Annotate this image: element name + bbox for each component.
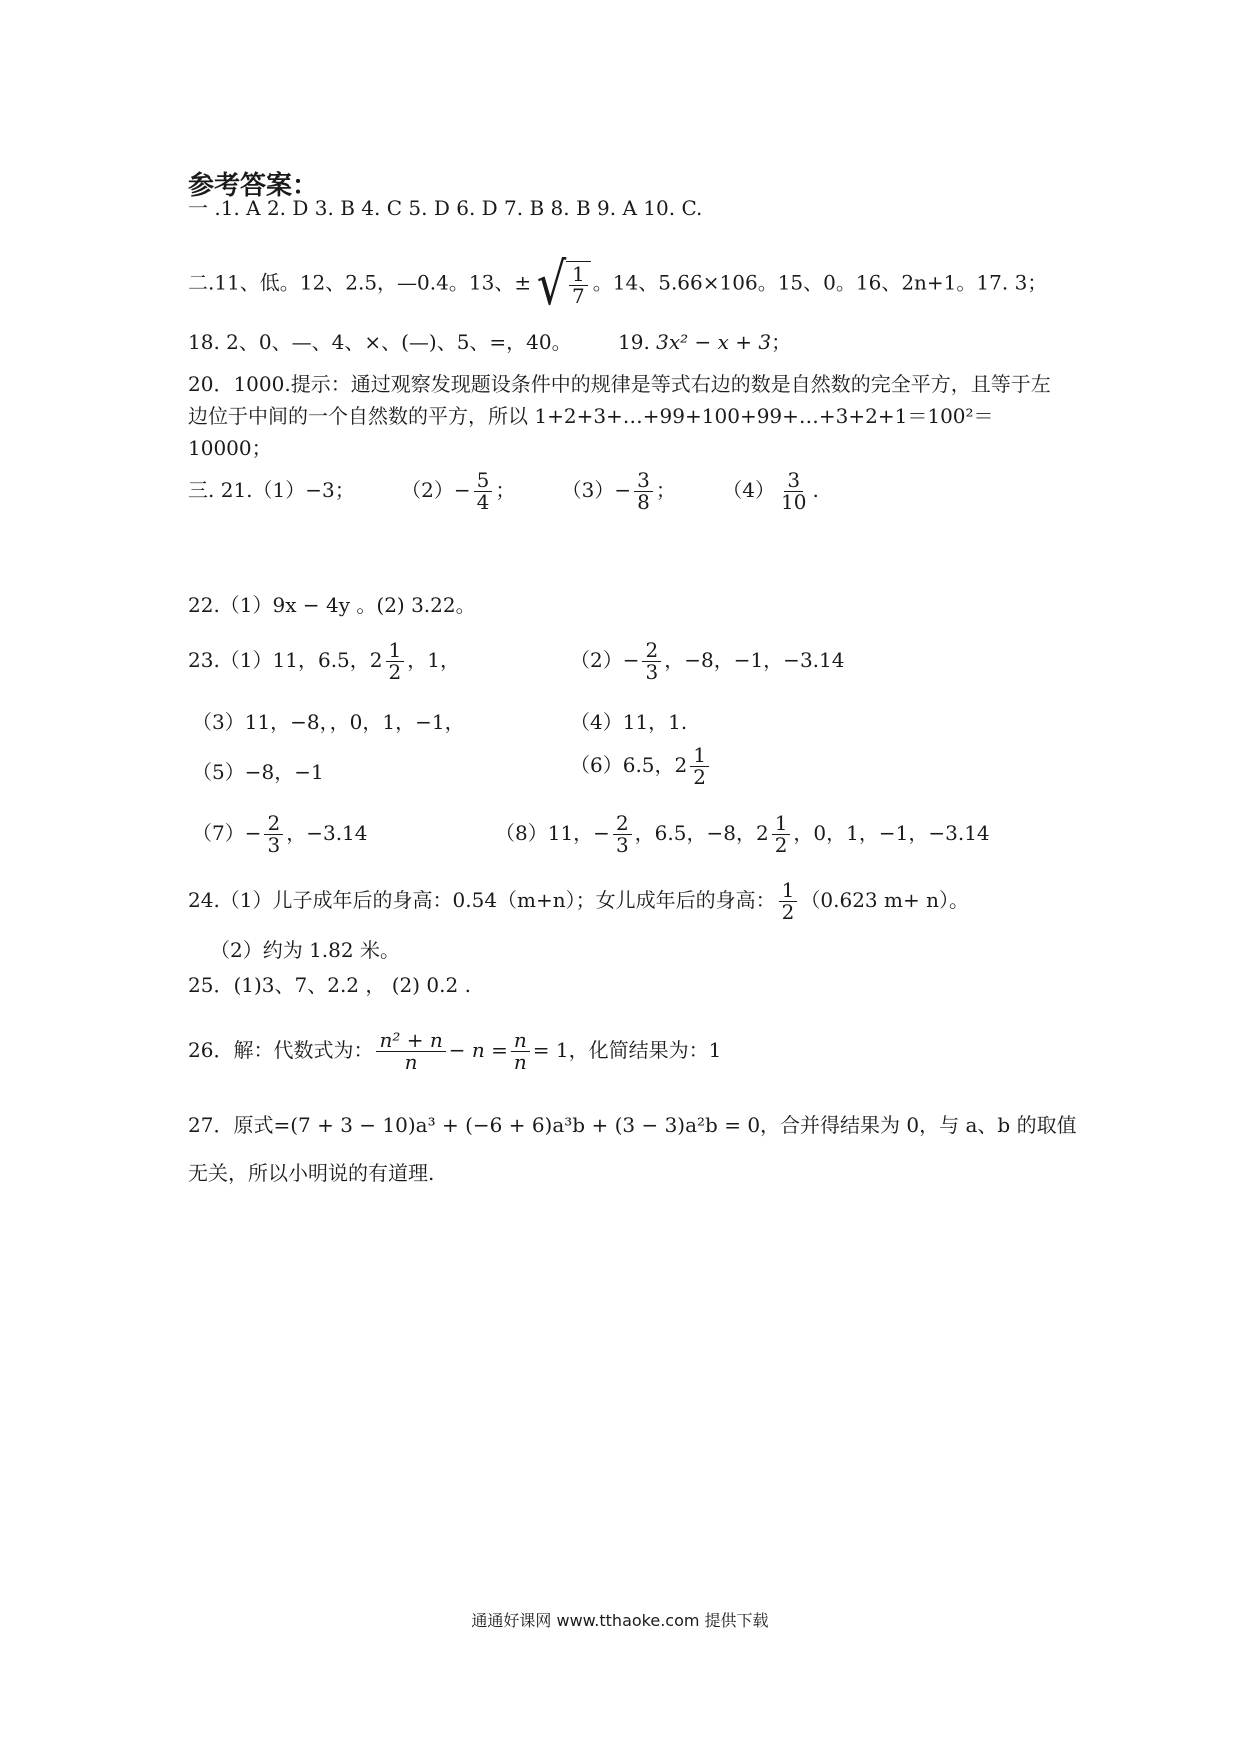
answer-23-2: （2）− $\frac{2}{3}$ ，−8，−1，−3.14 xyxy=(570,638,845,684)
fraction: $\frac{1}{2}$ xyxy=(690,745,709,788)
fraction: $\frac{2}{3}$ xyxy=(613,813,632,856)
polynomial-expression: 3x² − x + 3 xyxy=(656,330,772,354)
answer-23-3: （3）11，−8，，0，1，−1， xyxy=(192,710,465,734)
answer-23-7: （7）− $\frac{2}{3}$ ，−3.14 xyxy=(192,811,368,857)
answer-24-2: （2）约为 1.82 米。 xyxy=(210,938,400,962)
answer-25: 25．(1)3、7、2.2 ， (2) 0.2 . xyxy=(188,973,471,997)
answer-21: 三. 21.（1）−3； （2）− $\frac{5}{4}$ ； （3）− $\frac{3}{8}$ ； （4） $\frac{3}{10}$ . xyxy=(188,468,819,514)
answers-18-19: 18. 2、0、—、4、×、(—)、5、=，40。 19. 3x² − x + 3； xyxy=(188,330,792,354)
fraction: $\frac{5}{4}$ xyxy=(474,470,493,513)
fraction: $\frac{3}{8}$ xyxy=(634,470,653,513)
fraction: $\frac{1}{2}$ xyxy=(386,640,405,683)
answer-26: 26．解：代数式为： $\frac{\text{n² + n}}{n}$ − n = $\frac{n}{n}$ = 1，化简结果为：1 xyxy=(188,1028,722,1074)
fraction: $\frac{3}{10}$ xyxy=(780,468,807,514)
answer-23-6: （6）6.5，2 $\frac{1}{2}$ xyxy=(570,745,712,788)
fraction: $\frac{n}{n}$ xyxy=(511,1030,530,1073)
answer-20: 20．1000.提示：通过观察发现题设条件中的规律是等式右边的数是自然数的完全平方，且等于左边位于中间的一个自然数的平方，所以 1+2+3+…+99+100+99+…+3+2+1＝100²＝10000； xyxy=(188,372,1051,460)
answer-27-line-1: 27．原式=(7 + 3 − 10)a³ + (−6 + 6)a³b + (3 − 3)a²b = 0，合并得结果为 0，与 a、b 的取值 xyxy=(188,1113,1077,1137)
answer-23-1: 23.（1）11，6.5，2 $\frac{1}{2}$ ，1， xyxy=(188,638,460,684)
page-footer: 通通好课网 www.tthaoke.com 提供下载 xyxy=(471,1611,769,1630)
fraction: $\frac{2}{3}$ xyxy=(642,640,661,683)
answer-23-4: （4）11，1. xyxy=(570,710,688,734)
fraction: $\frac{2}{3}$ xyxy=(264,813,283,856)
fraction: $\frac{1}{2}$ xyxy=(772,813,791,856)
fraction: $\frac{1}{2}$ xyxy=(779,880,798,923)
answer-27-line-2: 无关，所以小明说的有道理. xyxy=(188,1161,435,1185)
section-1-answers: 一 .1. A 2. D 3. B 4. C 5. D 6. D 7. B 8. B 9. A 10. C. xyxy=(188,196,703,220)
answer-23-5: （5）−8，−1 xyxy=(192,760,324,784)
answer-24-1: 24.（1）儿子成年后的身高：0.54（m+n）；女儿成年后的身高： $\frac{1}{2}$ （0.623 m+ n）。 xyxy=(188,878,969,924)
section-2-answers: 二.11、低。12、2.5，—0.4。13、± √ $\frac{1}{7}$ 。14、5.66×106。15、0。16、2n+1。17. 3； xyxy=(188,250,1048,318)
fraction: $\frac{\text{n² + n}}{n}$ xyxy=(376,1030,445,1073)
answer-22: 22.（1）9x − 4y 。(2) 3.22。 xyxy=(188,593,476,617)
sqrt-expression: √ $\frac{1}{7}$ xyxy=(533,255,591,313)
page-title: 参考答案： xyxy=(188,171,319,201)
answer-23-8: （8）11，− $\frac{2}{3}$ ，6.5，−8，2 $\frac{1}{2}$ ，0，1，−1，−3.14 xyxy=(495,811,990,857)
